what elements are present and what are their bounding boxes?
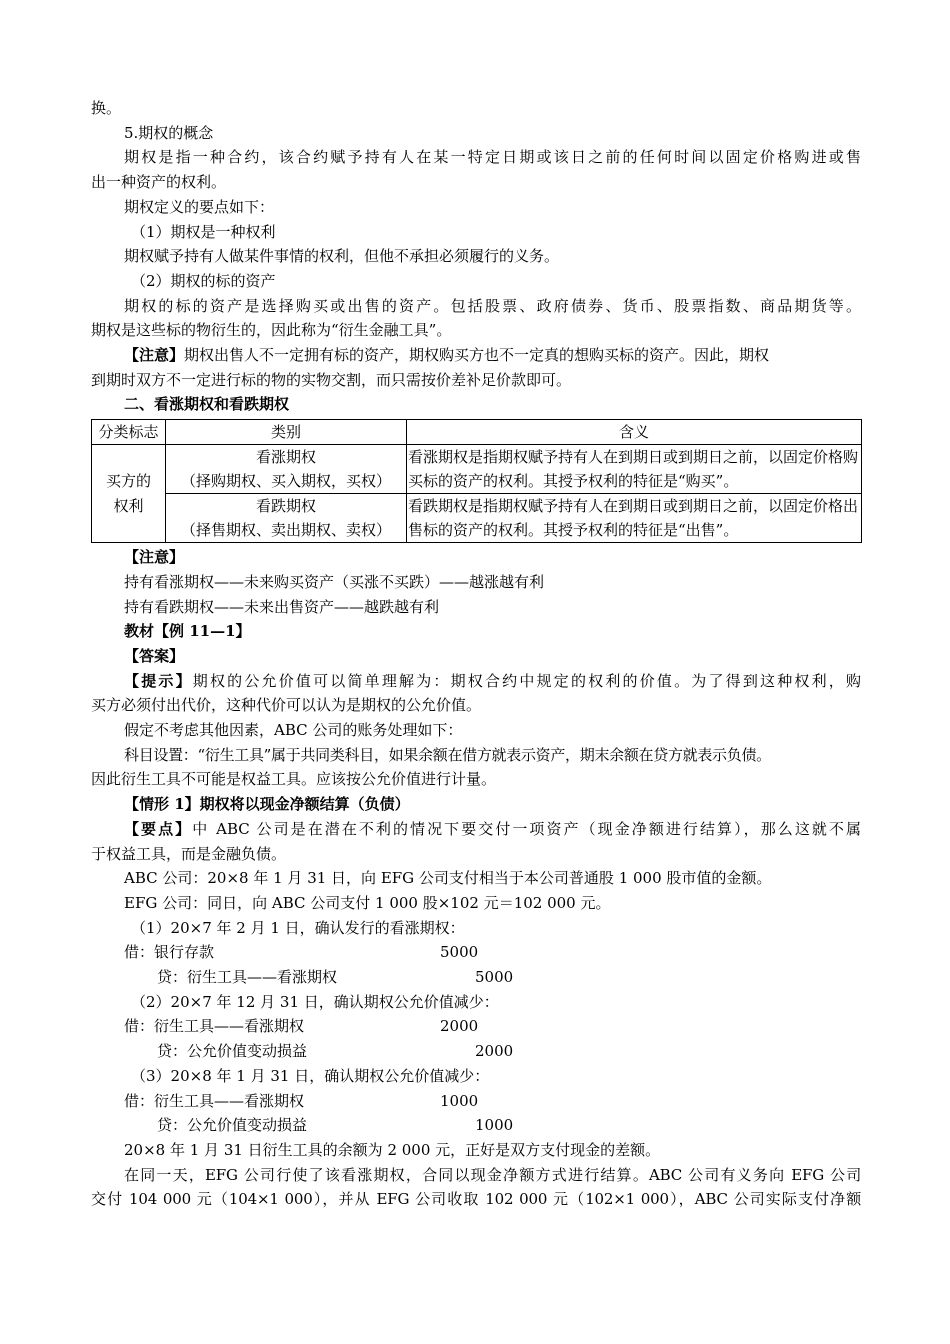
subheading: （1）期权是一种权利: [131, 222, 276, 241]
column-header: 含义: [407, 420, 862, 445]
answer-heading: 【答案】: [124, 646, 185, 665]
key-paragraph: [91, 817, 861, 842]
credit-account: 贷：衍生工具——看涨期权: [157, 968, 338, 987]
note-tag: 【注意】: [124, 346, 185, 365]
paragraph: 期权定义的要点如下：: [124, 197, 275, 216]
paragraph-cont: 买方必须付出代价，这种代价可以认为是期权的公允价值。: [91, 696, 482, 715]
paragraph: 科目设置：“衍生工具”属于共同类科目，如果余额在借方就表示资产，期末余额在贷方就表示负债。: [124, 745, 771, 764]
entry-title: （2）20×7 年 12 月 31 日，确认期权公允价值减少：: [131, 992, 499, 1011]
text-line: 20×8 年 1 月 31 日衍生工具的余额为 2 000 元，正好是双方支付现金的差额。: [124, 1140, 661, 1159]
paragraph-cont: 出一种资产的权利。: [91, 173, 227, 192]
column-header: 分类标志: [92, 420, 166, 445]
debit-amount: 2000: [440, 1017, 479, 1036]
category-name: 看跌期权: [255, 497, 316, 516]
debit-line: [91, 1089, 861, 1114]
note-text: 期权出售人不一定拥有标的资产，期权购买方也不一定真的想购买标的资产。因此，期权: [184, 346, 770, 365]
category-cell: [166, 494, 407, 543]
credit-amount: 5000: [475, 968, 514, 987]
note-tag: 【注意】: [124, 548, 185, 567]
paragraph: 期权是指一种合约，该合约赋予持有人在某一特定日期或该日之前的任何时间以固定价格购进或售: [124, 148, 861, 167]
table-header-row: [92, 420, 862, 445]
paragraph-cont: 到期时双方不一定进行标的物的实物交割，而只需按价差补足价款即可。: [91, 370, 572, 389]
text-line: 持有看涨期权——未来购买资产（买涨不买跌）——越涨越有利: [124, 572, 545, 591]
debit-account: 借：衍生工具——看涨期权: [124, 1017, 305, 1036]
journal-entry: [91, 1064, 861, 1138]
paragraph-cont: 期权是这些标的物衍生的，因此称为“衍生金融工具”。: [91, 321, 452, 340]
text-line: ABC 公司：20×8 年 1 月 31 日，向 EFG 公司支付相当于本公司普通股 1 000 股市值的金额。: [124, 869, 772, 888]
column-header: 类别: [166, 420, 407, 445]
paragraph-cont: 交付 104 000 元（104×1 000），并从 EFG 公司收取 102 000 元（102×1 000），ABC 公司实际支付净额: [91, 1190, 861, 1209]
debit-line: [91, 940, 861, 965]
debit-account: 借：衍生工具——看涨期权: [124, 1091, 305, 1110]
note-paragraph: [91, 343, 861, 368]
category-name: 看涨期权: [255, 448, 316, 467]
text-line: 持有看跌期权——未来出售资产——越跌越有利: [124, 597, 440, 616]
document-body: [91, 96, 861, 1212]
section-heading: 5.期权的概念: [124, 123, 214, 142]
paragraph: 假定不考虑其他因素，ABC 公司的账务处理如下：: [124, 721, 463, 740]
section-heading: 二、看涨期权和看跌期权: [124, 395, 290, 414]
journal-entry: [91, 916, 861, 990]
debit-line: [91, 1014, 861, 1039]
entry-title: （3）20×8 年 1 月 31 日，确认期权公允价值减少：: [131, 1066, 490, 1085]
meaning-cell: 看涨期权是指期权赋予持有人在到期日或到期日之前，以固定价格购买标的资产的权利。其授予权利的特征是“购买”。: [407, 445, 862, 494]
paragraph: 期权赋予持有人做某件事情的权利，但他不承担必须履行的义务。: [124, 247, 560, 266]
category-alias: （择售期权、卖出期权、卖权）: [180, 521, 391, 540]
category-cell: [166, 445, 407, 494]
text-line: 换。: [91, 99, 122, 117]
credit-amount: 1000: [475, 1116, 514, 1135]
key-text: 中 ABC 公司是在潜在不利的情况下要交付一项资产（现金净额进行结算），那么这就不属: [192, 819, 861, 838]
hint-tag: 【提示】: [124, 671, 193, 690]
credit-line: [91, 965, 861, 990]
journal-entry: [91, 990, 861, 1064]
paragraph: 期权的标的资产是选择购买或出售的资产。包括股票、政府债券、货币、股票指数、商品期货等。: [124, 296, 861, 315]
table-row: [92, 445, 862, 494]
subheading: （2）期权的标的资产: [131, 271, 276, 290]
paragraph: 在同一天，EFG 公司行使了该看涨期权，合同以现金净额方式进行结算。ABC 公司有义务向 EFG 公司: [124, 1165, 861, 1184]
debit-amount: 5000: [440, 943, 479, 962]
group-label-cell: 买方的权利: [92, 445, 166, 543]
table-row: [92, 494, 862, 543]
key-tag: 【要点】: [124, 819, 193, 838]
entry-title: （1）20×7 年 2 月 1 日，确认发行的看涨期权：: [131, 918, 465, 937]
paragraph-cont: 于权益工具，而是金融负债。: [91, 844, 287, 863]
debit-amount: 1000: [440, 1091, 479, 1110]
paragraph-cont: 因此衍生工具不可能是权益工具。应该按公允价值进行计量。: [91, 770, 497, 789]
case-heading: 【情形 1】期权将以现金净额结算（负债）: [124, 795, 410, 814]
hint-paragraph: [91, 669, 861, 694]
example-heading: 教材【例 11—1】: [124, 622, 251, 641]
hint-text: 期权的公允价值可以简单理解为：期权合约中规定的权利的价值。为了得到这种权利，购: [192, 671, 861, 690]
credit-account: 贷：公允价值变动损益: [157, 1042, 308, 1061]
credit-line: [91, 1113, 861, 1138]
debit-account: 借：银行存款: [124, 943, 215, 962]
credit-account: 贷：公允价值变动损益: [157, 1116, 308, 1135]
meaning-cell: 看跌期权是指期权赋予持有人在到期日或到期日之前，以固定价格出售标的资产的权利。其授予权利的特征是“出售”。: [407, 494, 862, 543]
credit-amount: 2000: [475, 1042, 514, 1061]
classification-table: [91, 419, 862, 543]
credit-line: [91, 1039, 861, 1064]
category-alias: （择购期权、买入期权，买权）: [180, 472, 391, 491]
text-line: EFG 公司：同日，向 ABC 公司支付 1 000 股×102 元＝102 000 元。: [124, 893, 611, 912]
